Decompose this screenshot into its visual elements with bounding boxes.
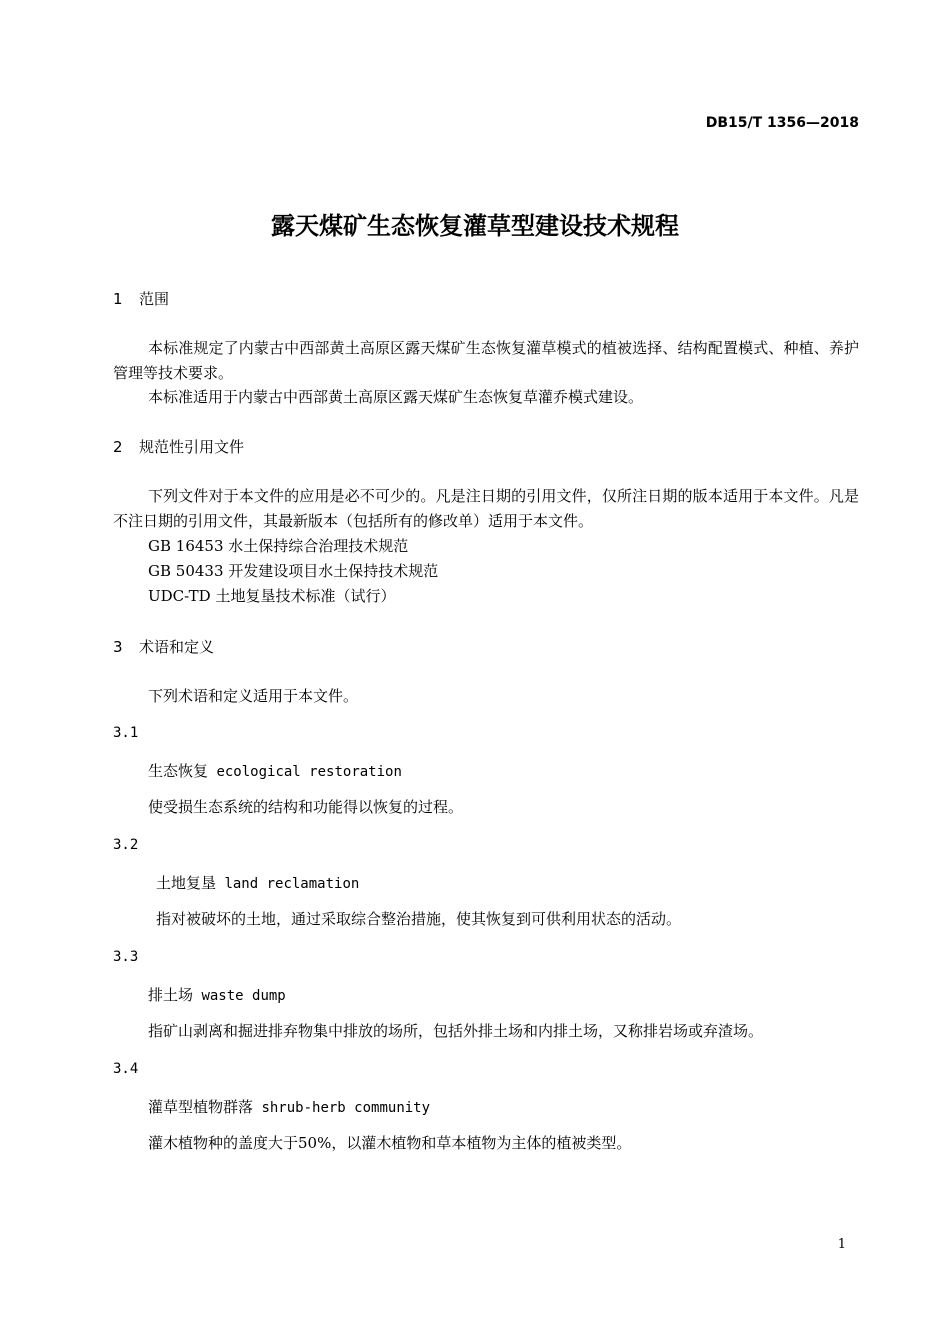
term-english: shrub-herb community (261, 1100, 431, 1116)
term-number: 3.1 (113, 725, 139, 741)
paragraph-terms-intro: 下列术语和定义适用于本文件。 (148, 687, 359, 705)
term-entry (148, 1096, 430, 1117)
reference-item: GB 16453 水土保持综合治理技术规范 (148, 537, 409, 555)
section-number: 2 (113, 438, 123, 456)
term-chinese: 排土场 (148, 986, 194, 1004)
term-definition: 指对被破坏的土地，通过采取综合整治措施，使其恢复到可供利用状态的活动。 (156, 910, 682, 928)
term-chinese: 生态恢复 (148, 762, 209, 780)
section-heading-scope (113, 288, 169, 309)
page-number: 1 (837, 1237, 846, 1252)
paragraph-scope-2: 本标准适用于内蒙古中西部黄土高原区露天煤矿生态恢复草灌乔模式建设。 (148, 388, 644, 406)
term-definition: 灌木植物种的盖度大于50%，以灌木植物和草本植物为主体的植被类型。 (148, 1134, 632, 1152)
section-title: 术语和定义 (139, 638, 215, 656)
section-number: 1 (113, 290, 123, 308)
term-entry (156, 872, 359, 893)
term-english: waste dump (201, 988, 286, 1004)
term-chinese: 灌草型植物群落 (148, 1098, 254, 1116)
term-entry (148, 984, 286, 1005)
section-title: 范围 (139, 290, 170, 308)
term-number: 3.4 (113, 1061, 139, 1077)
reference-item: UDC-TD 土地复垦技术标准（试行） (148, 587, 396, 605)
term-number: 3.3 (113, 949, 139, 965)
reference-item: GB 50433 开发建设项目水土保持技术规范 (148, 562, 439, 580)
term-chinese: 土地复垦 (156, 874, 217, 892)
term-number: 3.2 (113, 837, 139, 853)
document-title: 露天煤矿生态恢复灌草型建设技术规程 (271, 212, 679, 240)
paragraph-references-intro: 下列文件对于本文件的应用是必不可少的。凡是注日期的引用文件，仅所注日期的版本适用于本文件。凡是不注日期的引用文件，其最新版本（包括所有的修改单）适用于本文件。 (113, 487, 859, 530)
paragraph-scope-1: 本标准规定了内蒙古中西部黄土高原区露天煤矿生态恢复灌草模式的植被选择、结构配置模式、种植、养护管理等技术要求。 (113, 339, 859, 382)
term-english: ecological restoration (216, 764, 402, 780)
document-code: DB15/T 1356—2018 (705, 115, 859, 131)
term-entry (148, 760, 402, 781)
term-definition: 使受损生态系统的结构和功能得以恢复的过程。 (148, 798, 464, 816)
section-heading-terms (113, 636, 214, 657)
term-english: land reclamation (224, 876, 360, 892)
term-definition: 指矿山剥离和掘进排弃物集中排放的场所，包括外排土场和内排土场，又称排岩场或弃渣场。 (148, 1022, 764, 1040)
section-heading-normative-references (113, 436, 244, 457)
section-number: 3 (113, 638, 123, 656)
section-title: 规范性引用文件 (139, 438, 245, 456)
